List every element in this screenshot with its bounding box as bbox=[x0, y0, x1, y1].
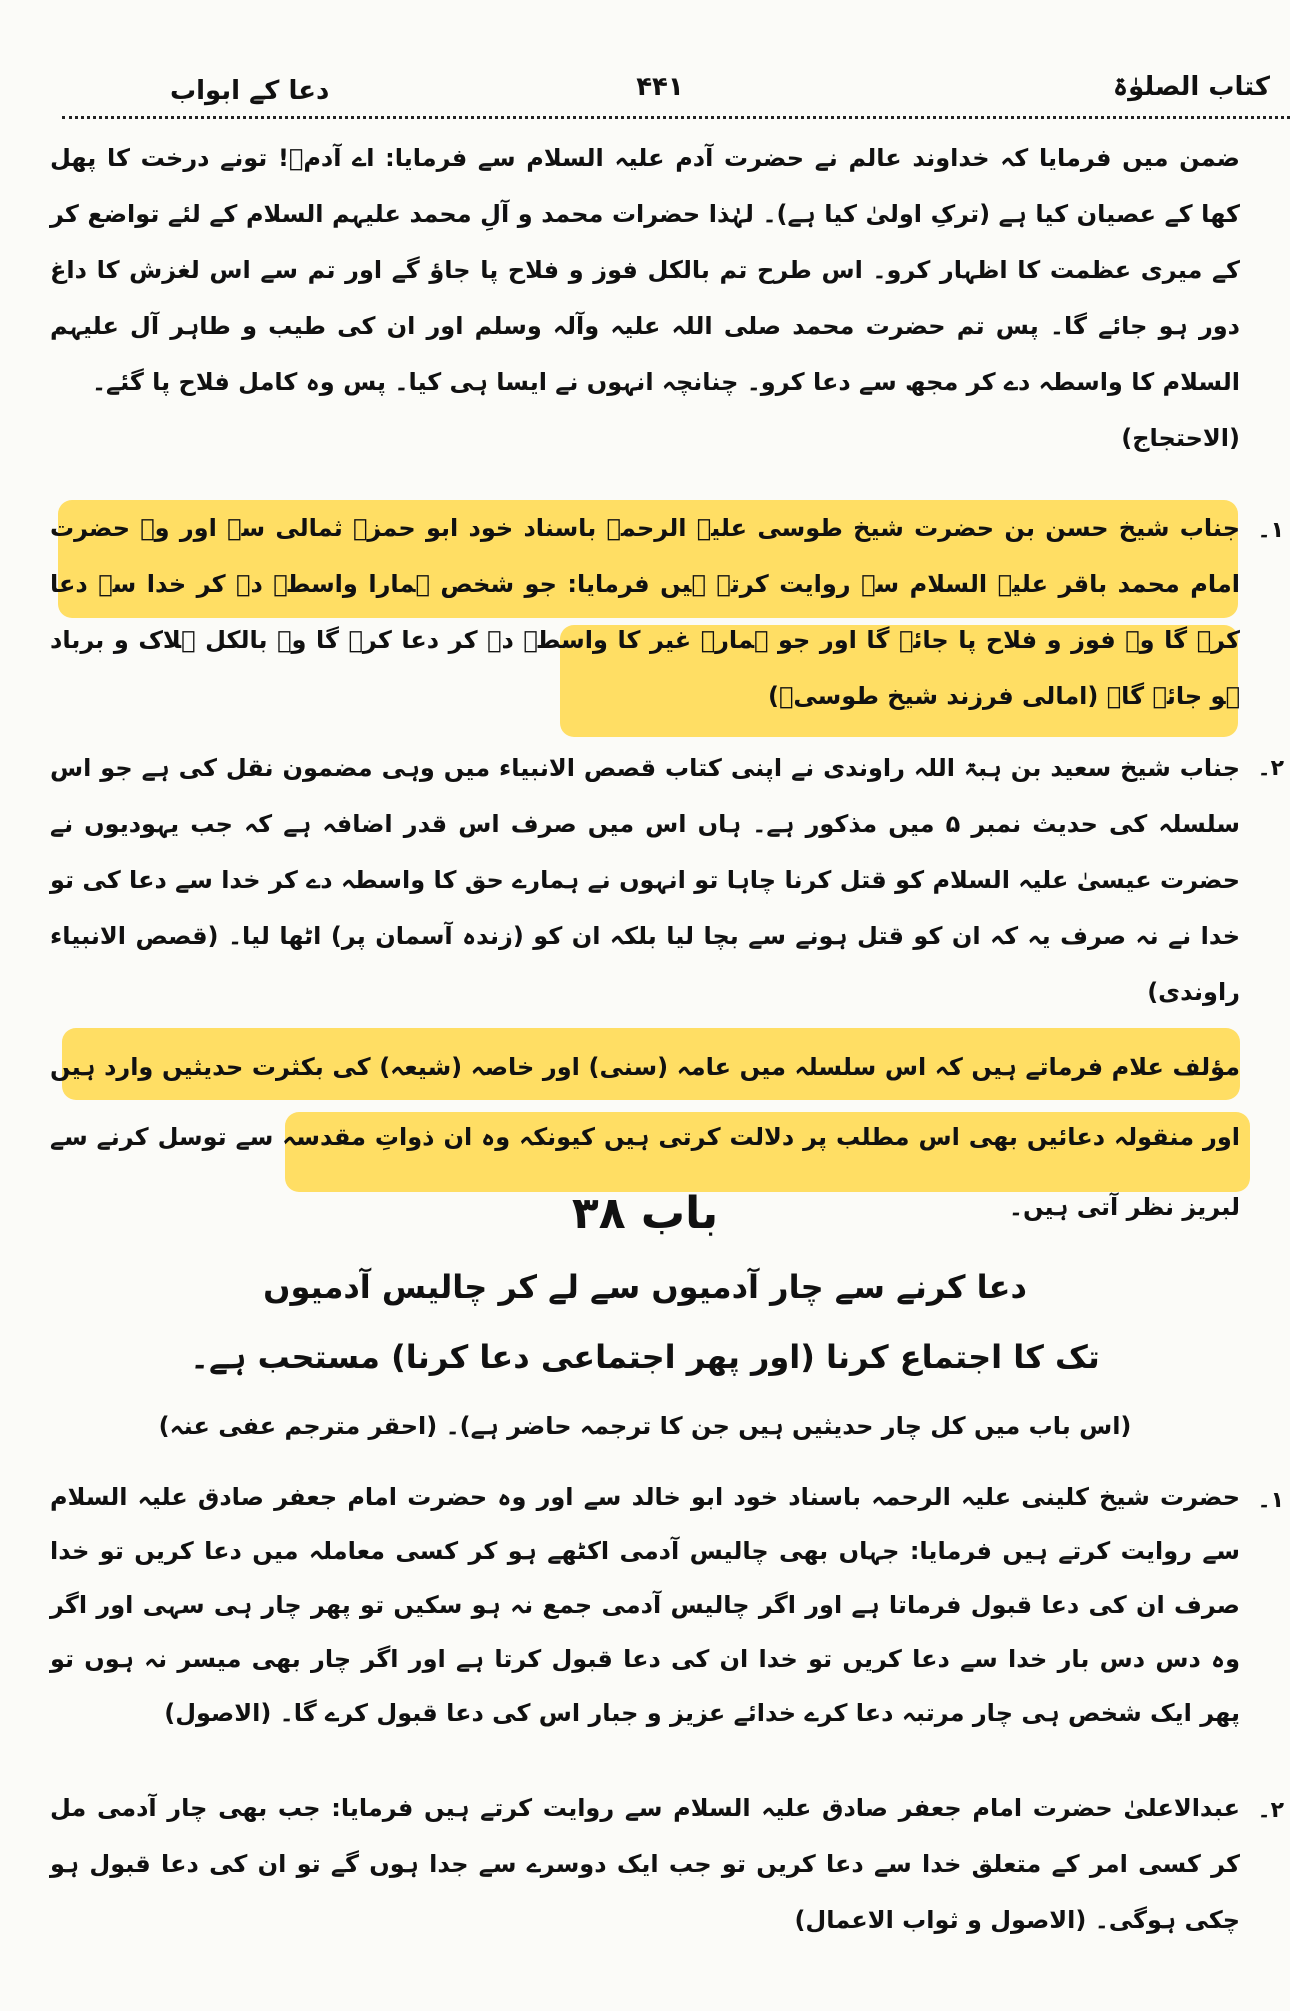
hadith-number: ۲۔ bbox=[1257, 1798, 1284, 1823]
hadith-text: عبدالاعلیٰ حضرت امام جعفر صادق علیہ السلام سے روایت کرتے ہیں فرمایا: جب بھی چار آدمی مل کر کسی امر کے متعلق خدا سے دعا کریں تو جب ایک دوسرے سے جدا ہوں گے تو ان کی دعا قبول ہو چکی ہوگی۔ (الاصول و ثواب الاعمال) bbox=[50, 1794, 1240, 1934]
hadith-paragraph bbox=[50, 1780, 1240, 1934]
chapter-heading: باب ۳۸ bbox=[571, 1188, 719, 1239]
page-header bbox=[40, 72, 1280, 112]
chapter-title-line-2: تک کا اجتماع کرنا (اور پھر اجتماعی دعا کرنا) مستحب ہے۔ bbox=[190, 1338, 1100, 1376]
hadith-text: حضرت شیخ کلینی علیہ الرحمہ باسناد خود ابو خالد سے اور وہ حضرت امام جعفر صادق علیہ السلام سے روایت کرتے ہیں فرمایا: جہاں بھی چالیس آدمی اکٹھے ہو کر کسی معاملہ میں دعا کریں تو خدا صرف ان کی دعا قبول فرماتا ہے اور اگر چالیس آدمی جمع نہ ہو سکیں تو پھر چار ہی سہی اور اگر وہ دس دس بار خدا سے دعا کریں تو خدا ان کی دعا قبول کرتا ہے اور اگر چار بھی میسر نہ ہوں تو پھر ایک شخص ہی چار مرتبہ دعا کرے خدائے عزیز و جبار اس کی دعا قبول کرے گا۔ (الاصول) bbox=[50, 1483, 1240, 1727]
hadith-paragraph bbox=[50, 740, 1240, 1040]
page-number: ۴۴۱ bbox=[636, 72, 684, 102]
hadith-text: جناب شیخ حسن بن حضرت شیخ طوسی علیہ الرحمہ باسناد خود ابو حمزہ ثمالی سے اور وہ حضرت امام محمد باقر علیہ السلام سے روایت کرتے ہیں فرمایا: جو شخص ہمارا واسطہ دے کر خدا سے دعا کرے گا وہ فوز و فلاح پا جائے گا اور جو ہمارے غیر کا واسطہ دے کر دعا کرے گا وہ بالکل ہلاک و برباد ہو جائے گا۔ (امالی فرزند شیخ طوسیؒ) bbox=[50, 514, 1240, 710]
header-divider bbox=[62, 116, 1290, 119]
hadith-number: ۱۔ bbox=[1257, 518, 1284, 543]
intro-reference: (الاحتجاج) bbox=[1121, 424, 1240, 452]
chapter-title-line-1: دعا کرنے سے چار آدمیوں سے لے کر چالیس آدمیوں bbox=[263, 1268, 1027, 1306]
intro-paragraph bbox=[50, 130, 1240, 452]
author-note-text: مؤلف علام فرماتے ہیں کہ اس سلسلہ میں عامہ (سنی) اور خاصہ (شیعہ) کی بکثرت حدیثیں وارد ہیں اور منقولہ دعائیں بھی اس مطلب پر دلالت کرتی ہیں کیونکہ وہ ان ذواتِ مقدسہ سے توسل کرنے سے لبریز نظر آتی ہیں۔ bbox=[50, 1053, 1240, 1221]
book-title: کتاب الصلوٰۃ bbox=[1112, 72, 1270, 102]
hadith-paragraph bbox=[50, 1470, 1240, 1760]
hadith-number: ۲۔ bbox=[1257, 756, 1284, 781]
hadith-text: جناب شیخ سعید بن ہبۃ اللہ راوندی نے اپنی کتاب قصص الانبیاء میں وہی مضمون نقل کی ہے جو اس سلسلہ کی حدیث نمبر ۵ میں مذکور ہے۔ ہاں اس میں صرف اس قدر اضافہ ہے کہ جب یہودیوں نے حضرت عیسیٰ علیہ السلام کو قتل کرنا چاہا تو انہوں نے ہمارے حق کا واسطہ دے کر خدا سے دعا کی تو خدا نے نہ صرف یہ کہ ان کو قتل ہونے سے بچا لیا بلکہ ان کو (زندہ آسمان پر) اٹھا لیا۔ (قصص الانبیاء راوندی) bbox=[50, 754, 1240, 1006]
hadith-paragraph bbox=[50, 500, 1240, 740]
hadith-number: ۱۔ bbox=[1257, 1488, 1284, 1513]
running-chapter-title: دعا کے ابواب bbox=[170, 76, 330, 106]
chapter-note: (اس باب میں کل چار حدیثیں ہیں جن کا ترجمہ حاضر ہے)۔ (احقر مترجم عفی عنہ) bbox=[158, 1412, 1132, 1440]
intro-text: ضمن میں فرمایا کہ خداوند عالم نے حضرت آدم علیہ السلام سے فرمایا: اے آدمؑ! تونے درخت کا پھل کھا کے عصیان کیا ہے (ترکِ اولیٰ کیا ہے)۔ لہٰذا حضرات محمد و آلِ محمد علیہم السلام کے لئے تواضع کر کے میری عظمت کا اظہار کرو۔ اس طرح تم بالکل فوز و فلاح پا جاؤ گے اور تم سے اس لغزش کا داغ دور ہو جائے گا۔ پس تم حضرت محمد صلی اللہ علیہ وآلہ وسلم اور ان کی طیب و طاہر آل علیہم السلام کا واسطہ دے کر مجھ سے دعا کرو۔ چنانچہ انہوں نے ایسا ہی کیا۔ پس وہ کامل فلاح پا گئے۔ bbox=[50, 144, 1240, 396]
